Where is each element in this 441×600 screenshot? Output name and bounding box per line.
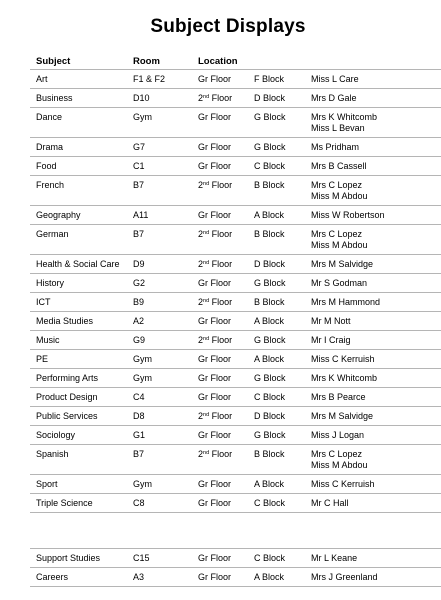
staff-cell [311, 498, 349, 509]
staff-name: Mr M Nott [311, 316, 351, 326]
table-row [30, 445, 441, 475]
floor-cell: Gr Floor [198, 74, 232, 84]
staff-name: Ms Pridham [311, 142, 360, 152]
staff-name: Mr S Godman [311, 278, 368, 288]
room-cell: B9 [133, 297, 145, 307]
block-cell: B Block [254, 297, 285, 307]
staff-cell [311, 373, 377, 384]
block-cell: B Block [254, 229, 285, 239]
room-cell: G7 [133, 142, 146, 152]
block-cell: F Block [254, 74, 285, 84]
staff-cell [311, 74, 359, 85]
table-row [30, 388, 441, 407]
block-cell: A Block [254, 572, 285, 582]
block-cell: G Block [254, 335, 286, 345]
subject-cell: PE [36, 354, 49, 364]
subject-cell: ICT [36, 297, 51, 307]
floor-cell: Gr Floor [198, 210, 232, 220]
subject-cell: Dance [36, 112, 63, 122]
staff-name: Miss C Kerruish [311, 479, 375, 489]
subject-cell: Public Services [36, 411, 98, 421]
staff-name: Miss M Abdou [311, 460, 368, 470]
staff-name: Mrs K Whitcomb [311, 373, 378, 383]
subject-cell: Triple Science [36, 498, 93, 508]
room-cell: B7 [133, 229, 145, 239]
block-cell: A Block [254, 354, 285, 364]
room-cell: Gym [133, 112, 152, 122]
block-cell: A Block [254, 316, 285, 326]
table-row [30, 494, 441, 513]
room-cell: Gym [133, 373, 152, 383]
subject-cell: Health & Social Care [36, 259, 120, 269]
table-row [30, 312, 441, 331]
table-body [30, 70, 441, 513]
staff-cell [311, 180, 368, 202]
floor-cell: Gr Floor [198, 373, 232, 383]
room-cell: A3 [133, 572, 145, 582]
floor-cell: Gr Floor [198, 316, 232, 326]
floor-cell: Gr Floor [198, 430, 232, 440]
table-row [30, 89, 441, 108]
floor-cell: Gr Floor [198, 498, 232, 508]
room-cell: A2 [133, 316, 145, 326]
subject-cell: Drama [36, 142, 64, 152]
staff-cell [311, 553, 357, 564]
floor-cell: 2nd Floor [198, 411, 233, 421]
subject-cell: Careers [36, 572, 69, 582]
staff-cell [311, 161, 367, 172]
table-row [30, 475, 441, 494]
staff-name: Mrs M Salvidge [311, 411, 374, 421]
block-cell: C Block [254, 553, 286, 563]
staff-name: Mrs B Pearce [311, 392, 366, 402]
subject-cell: Sociology [36, 430, 76, 440]
floor-cell: 2nd Floor [198, 297, 233, 307]
block-cell: D Block [254, 93, 286, 103]
staff-name: Mrs M Salvidge [311, 259, 374, 269]
floor-cell: 2nd Floor [198, 229, 233, 239]
floor-cell: Gr Floor [198, 112, 232, 122]
room-cell: B7 [133, 449, 145, 459]
subject-cell: Music [36, 335, 60, 345]
block-cell: A Block [254, 210, 285, 220]
staff-cell [311, 112, 377, 134]
staff-cell [311, 278, 367, 289]
block-cell: B Block [254, 449, 285, 459]
room-cell: B7 [133, 180, 145, 190]
staff-name: Mrs M Hammond [311, 297, 381, 307]
header-room: Room [133, 56, 160, 67]
table-row [30, 548, 441, 568]
table-row [30, 70, 441, 89]
subject-cell: Sport [36, 479, 58, 489]
subject-cell: German [36, 229, 69, 239]
table-row [30, 138, 441, 157]
staff-name: Miss L Bevan [311, 123, 365, 133]
block-cell: G Block [254, 142, 286, 152]
staff-name: Mr I Craig [311, 335, 351, 345]
floor-cell: 2nd Floor [198, 180, 233, 190]
table-row [30, 274, 441, 293]
block-cell: G Block [254, 430, 286, 440]
table-row [30, 255, 441, 274]
floor-cell: 2nd Floor [198, 259, 233, 269]
staff-name: Mrs C Lopez [311, 180, 363, 190]
subject-cell: French [36, 180, 65, 190]
staff-name: Miss L Care [311, 74, 359, 84]
staff-cell [311, 297, 380, 308]
staff-cell [311, 354, 375, 365]
staff-name: Mrs C Lopez [311, 449, 363, 459]
room-cell: G2 [133, 278, 146, 288]
header-subject: Subject [36, 56, 71, 67]
subject-cell: Product Design [36, 392, 98, 402]
staff-name: Mrs K Whitcomb [311, 112, 378, 122]
room-cell: Gym [133, 354, 152, 364]
staff-name: Mr L Keane [311, 553, 358, 563]
header-location: Location [198, 56, 238, 67]
table-row [30, 293, 441, 312]
table-row [30, 350, 441, 369]
floor-cell: Gr Floor [198, 354, 232, 364]
floor-cell: 2nd Floor [198, 449, 233, 459]
staff-cell [311, 229, 368, 251]
block-cell: D Block [254, 259, 286, 269]
room-cell: C8 [133, 498, 145, 508]
floor-cell: Gr Floor [198, 392, 232, 402]
table-row [30, 369, 441, 388]
room-cell: D10 [133, 93, 150, 103]
room-cell: C4 [133, 392, 145, 402]
room-cell: G1 [133, 430, 146, 440]
table-row [30, 176, 441, 206]
staff-name: Miss C Kerruish [311, 354, 375, 364]
table-row [30, 157, 441, 176]
block-cell: C Block [254, 498, 286, 508]
room-cell: D8 [133, 411, 145, 421]
block-cell: C Block [254, 392, 286, 402]
staff-cell [311, 449, 368, 471]
table-row [30, 108, 441, 138]
subject-cell: History [36, 278, 65, 288]
table-header [30, 51, 441, 70]
staff-cell [311, 572, 378, 583]
staff-cell [311, 93, 357, 104]
block-cell: B Block [254, 180, 285, 190]
subject-cell: Performing Arts [36, 373, 99, 383]
staff-name: Miss J Logan [311, 430, 365, 440]
table-row [30, 331, 441, 350]
staff-cell [311, 316, 351, 327]
room-cell: G9 [133, 335, 146, 345]
block-cell: G Block [254, 278, 286, 288]
staff-cell [311, 411, 373, 422]
subject-cell: Spanish [36, 449, 69, 459]
floor-cell: Gr Floor [198, 553, 232, 563]
floor-cell: Gr Floor [198, 479, 232, 489]
staff-cell [311, 142, 359, 153]
floor-cell: Gr Floor [198, 142, 232, 152]
floor-cell: Gr Floor [198, 161, 232, 171]
staff-cell [311, 430, 364, 441]
floor-cell: Gr Floor [198, 572, 232, 582]
table-row [30, 225, 441, 255]
room-cell: D9 [133, 259, 145, 269]
page-title: Subject Displays [150, 16, 306, 37]
staff-cell [311, 392, 366, 403]
block-cell: G Block [254, 373, 286, 383]
block-cell: D Block [254, 411, 286, 421]
staff-name: Mr C Hall [311, 498, 349, 508]
staff-name: Mrs J Greenland [311, 572, 378, 582]
table-row [30, 568, 441, 587]
table-body-extra [30, 548, 441, 587]
subject-cell: Geography [36, 210, 81, 220]
floor-cell: 2nd Floor [198, 335, 233, 345]
subject-table [30, 51, 441, 587]
staff-cell [311, 210, 385, 221]
floor-cell: Gr Floor [198, 278, 232, 288]
staff-name: Mrs B Cassell [311, 161, 367, 171]
block-cell: C Block [254, 161, 286, 171]
staff-name: Miss M Abdou [311, 191, 368, 201]
staff-cell [311, 259, 373, 270]
staff-name: Mrs C Lopez [311, 229, 363, 239]
subject-cell: Support Studies [36, 553, 101, 563]
staff-name: Mrs D Gale [311, 93, 357, 103]
room-cell: C1 [133, 161, 145, 171]
table-row [30, 407, 441, 426]
table-row [30, 426, 441, 445]
subject-cell: Business [36, 93, 73, 103]
room-cell: Gym [133, 479, 152, 489]
subject-cell: Media Studies [36, 316, 94, 326]
room-cell: C15 [133, 553, 150, 563]
floor-cell: 2nd Floor [198, 93, 233, 103]
table-gap [30, 513, 441, 548]
room-cell: A11 [133, 210, 149, 220]
block-cell: A Block [254, 479, 285, 489]
room-cell: F1 & F2 [133, 74, 166, 84]
staff-cell [311, 335, 351, 346]
block-cell: G Block [254, 112, 286, 122]
subject-cell: Food [36, 161, 57, 171]
staff-name: Miss W Robertson [311, 210, 385, 220]
table-row [30, 206, 441, 225]
staff-name: Miss M Abdou [311, 240, 368, 250]
staff-cell [311, 479, 375, 490]
subject-cell: Art [36, 74, 48, 84]
